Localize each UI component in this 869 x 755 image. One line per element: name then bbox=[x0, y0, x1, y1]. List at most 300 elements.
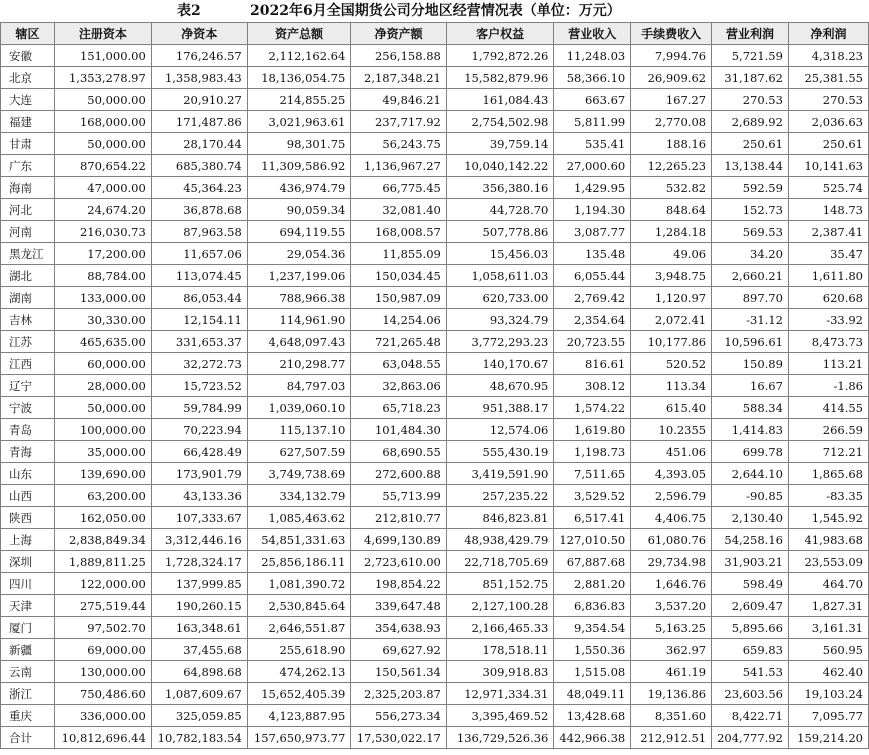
value-cell: 3,948.75 bbox=[631, 265, 712, 287]
value-cell: 1,194.30 bbox=[554, 199, 631, 221]
region-cell: 深圳 bbox=[1, 551, 55, 573]
value-cell: 212,810.77 bbox=[351, 507, 447, 529]
value-cell: 1,611.80 bbox=[788, 265, 868, 287]
value-cell: 12,154.11 bbox=[151, 309, 247, 331]
value-cell: 12,265.23 bbox=[631, 155, 712, 177]
value-cell: 2,596.79 bbox=[631, 485, 712, 507]
value-cell: 788,966.38 bbox=[247, 287, 351, 309]
value-cell: 161,084.43 bbox=[446, 89, 554, 111]
column-header: 辖区 bbox=[1, 23, 55, 45]
value-cell: 29,734.98 bbox=[631, 551, 712, 573]
value-cell: 171,487.86 bbox=[151, 111, 247, 133]
value-cell: 25,381.55 bbox=[788, 67, 868, 89]
value-cell: 2,838,849.34 bbox=[54, 529, 151, 551]
value-cell: 115,137.10 bbox=[247, 419, 351, 441]
column-header: 净利润 bbox=[788, 23, 868, 45]
value-cell: 9,354.54 bbox=[554, 617, 631, 639]
value-cell: 520.52 bbox=[631, 353, 712, 375]
value-cell: 8,422.71 bbox=[712, 705, 789, 727]
value-cell: 50,000.00 bbox=[54, 89, 151, 111]
value-cell: 63,048.55 bbox=[351, 353, 447, 375]
value-cell: 465,635.00 bbox=[54, 331, 151, 353]
region-cell: 浙江 bbox=[1, 683, 55, 705]
value-cell: 19,103.24 bbox=[788, 683, 868, 705]
column-header: 净资产额 bbox=[351, 23, 447, 45]
value-cell: 2,354.64 bbox=[554, 309, 631, 331]
value-cell: 336,000.00 bbox=[54, 705, 151, 727]
value-cell: 64,898.68 bbox=[151, 661, 247, 683]
value-cell: 2,166,465.33 bbox=[446, 617, 554, 639]
value-cell: 1,550.36 bbox=[554, 639, 631, 661]
value-cell: 88,784.00 bbox=[54, 265, 151, 287]
value-cell: 464.70 bbox=[788, 573, 868, 595]
value-cell: 362.97 bbox=[631, 639, 712, 661]
value-cell: 525.74 bbox=[788, 177, 868, 199]
value-cell: 1,353,278.97 bbox=[54, 67, 151, 89]
value-cell: 1,515.08 bbox=[554, 661, 631, 683]
value-cell: 66,428.49 bbox=[151, 441, 247, 463]
value-cell: 127,010.50 bbox=[554, 529, 631, 551]
value-cell: 2,036.63 bbox=[788, 111, 868, 133]
value-cell: 266.59 bbox=[788, 419, 868, 441]
value-cell: 870,654.22 bbox=[54, 155, 151, 177]
value-cell: 13,138.44 bbox=[712, 155, 789, 177]
value-cell: 2,754,502.98 bbox=[446, 111, 554, 133]
value-cell: 66,775.45 bbox=[351, 177, 447, 199]
value-cell: 34.20 bbox=[712, 243, 789, 265]
region-cell: 青海 bbox=[1, 441, 55, 463]
value-cell: 15,652,405.39 bbox=[247, 683, 351, 705]
value-cell: 13,428.68 bbox=[554, 705, 631, 727]
table-row bbox=[1, 683, 869, 705]
value-cell: 30,330.00 bbox=[54, 309, 151, 331]
region-cell: 青岛 bbox=[1, 419, 55, 441]
value-cell: 26,909.62 bbox=[631, 67, 712, 89]
value-cell: 58,366.10 bbox=[554, 67, 631, 89]
region-cell: 江苏 bbox=[1, 331, 55, 353]
value-cell: 14,254.06 bbox=[351, 309, 447, 331]
value-cell: 100,000.00 bbox=[54, 419, 151, 441]
value-cell: 93,324.79 bbox=[446, 309, 554, 331]
total-value-cell: 212,912.51 bbox=[631, 727, 712, 749]
value-cell: 2,769.42 bbox=[554, 287, 631, 309]
value-cell: 39,759.14 bbox=[446, 133, 554, 155]
region-cell: 大连 bbox=[1, 89, 55, 111]
value-cell: 54,258.16 bbox=[712, 529, 789, 551]
value-cell: -1.86 bbox=[788, 375, 868, 397]
value-cell: 133,000.00 bbox=[54, 287, 151, 309]
value-cell: 250.61 bbox=[788, 133, 868, 155]
value-cell: 4,699,130.89 bbox=[351, 529, 447, 551]
value-cell: 816.61 bbox=[554, 353, 631, 375]
value-cell: 334,132.79 bbox=[247, 485, 351, 507]
value-cell: 98,301.75 bbox=[247, 133, 351, 155]
region-cell: 河北 bbox=[1, 199, 55, 221]
value-cell: 356,380.16 bbox=[446, 177, 554, 199]
table-row bbox=[1, 441, 869, 463]
value-cell: 44,728.70 bbox=[446, 199, 554, 221]
value-cell: 272,600.88 bbox=[351, 463, 447, 485]
value-cell: 3,537.20 bbox=[631, 595, 712, 617]
value-cell: 3,749,738.69 bbox=[247, 463, 351, 485]
value-cell: 3,772,293.23 bbox=[446, 331, 554, 353]
value-cell: 24,674.20 bbox=[54, 199, 151, 221]
table-row bbox=[1, 111, 869, 133]
value-cell: -90.85 bbox=[712, 485, 789, 507]
total-value-cell: 157,650,973.77 bbox=[247, 727, 351, 749]
value-cell: 694,119.55 bbox=[247, 221, 351, 243]
value-cell: 1,136,967.27 bbox=[351, 155, 447, 177]
table-row bbox=[1, 573, 869, 595]
value-cell: 3,021,963.61 bbox=[247, 111, 351, 133]
column-header: 营业收入 bbox=[554, 23, 631, 45]
value-cell: 176,246.57 bbox=[151, 45, 247, 67]
total-value-cell: 159,214.20 bbox=[788, 727, 868, 749]
value-cell: 28,170.44 bbox=[151, 133, 247, 155]
value-cell: 22,718,705.69 bbox=[446, 551, 554, 573]
table-row bbox=[1, 617, 869, 639]
value-cell: 35.47 bbox=[788, 243, 868, 265]
value-cell: 339,647.48 bbox=[351, 595, 447, 617]
region-cell: 海南 bbox=[1, 177, 55, 199]
value-cell: 4,406.75 bbox=[631, 507, 712, 529]
value-cell: 150,987.09 bbox=[351, 287, 447, 309]
table-row bbox=[1, 199, 869, 221]
value-cell: 48,670.95 bbox=[446, 375, 554, 397]
value-cell: 4,123,887.95 bbox=[247, 705, 351, 727]
table-row bbox=[1, 155, 869, 177]
value-cell: 4,393.05 bbox=[631, 463, 712, 485]
table-row bbox=[1, 287, 869, 309]
value-cell: 588.34 bbox=[712, 397, 789, 419]
value-cell: 114,961.90 bbox=[247, 309, 351, 331]
value-cell: 25,856,186.11 bbox=[247, 551, 351, 573]
value-cell: 168,000.00 bbox=[54, 111, 151, 133]
value-cell: 615.40 bbox=[631, 397, 712, 419]
table-title bbox=[0, 0, 869, 22]
region-cell: 厦门 bbox=[1, 617, 55, 639]
value-cell: 10,596.61 bbox=[712, 331, 789, 353]
value-cell: 1,619.80 bbox=[554, 419, 631, 441]
value-cell: 54,851,331.63 bbox=[247, 529, 351, 551]
value-cell: 216,030.73 bbox=[54, 221, 151, 243]
value-cell: 6,055.44 bbox=[554, 265, 631, 287]
value-cell: 162,050.00 bbox=[54, 507, 151, 529]
region-cell: 安徽 bbox=[1, 45, 55, 67]
region-cell: 重庆 bbox=[1, 705, 55, 727]
value-cell: 1,889,811.25 bbox=[54, 551, 151, 573]
value-cell: 4,318.23 bbox=[788, 45, 868, 67]
value-cell: 848.64 bbox=[631, 199, 712, 221]
value-cell: 2,689.92 bbox=[712, 111, 789, 133]
value-cell: 15,582,879.96 bbox=[446, 67, 554, 89]
value-cell: 20,723.55 bbox=[554, 331, 631, 353]
value-cell: 3,161.31 bbox=[788, 617, 868, 639]
value-cell: 48,049.11 bbox=[554, 683, 631, 705]
value-cell: 37,455.68 bbox=[151, 639, 247, 661]
region-cell: 宁波 bbox=[1, 397, 55, 419]
column-header: 资产总额 bbox=[247, 23, 351, 45]
value-cell: 50,000.00 bbox=[54, 397, 151, 419]
value-cell: 1,237,199.06 bbox=[247, 265, 351, 287]
value-cell: 255,618.90 bbox=[247, 639, 351, 661]
value-cell: 35,000.00 bbox=[54, 441, 151, 463]
value-cell: 541.53 bbox=[712, 661, 789, 683]
column-header: 客户权益 bbox=[446, 23, 554, 45]
value-cell: 23,553.09 bbox=[788, 551, 868, 573]
table-row bbox=[1, 331, 869, 353]
table-row bbox=[1, 595, 869, 617]
value-cell: 3,529.52 bbox=[554, 485, 631, 507]
value-cell: 167.27 bbox=[631, 89, 712, 111]
value-cell: 86,053.44 bbox=[151, 287, 247, 309]
region-cell: 吉林 bbox=[1, 309, 55, 331]
value-cell: 721,265.48 bbox=[351, 331, 447, 353]
value-cell: 148.73 bbox=[788, 199, 868, 221]
value-cell: 474,262.13 bbox=[247, 661, 351, 683]
value-cell: 4,648,097.43 bbox=[247, 331, 351, 353]
value-cell: 27,000.60 bbox=[554, 155, 631, 177]
value-cell: 3,312,446.16 bbox=[151, 529, 247, 551]
value-cell: 659.83 bbox=[712, 639, 789, 661]
value-cell: 87,963.58 bbox=[151, 221, 247, 243]
region-cell: 河南 bbox=[1, 221, 55, 243]
value-cell: 750,486.60 bbox=[54, 683, 151, 705]
table-row bbox=[1, 133, 869, 155]
value-cell: 31,187.62 bbox=[712, 67, 789, 89]
table-row bbox=[1, 705, 869, 727]
table-row bbox=[1, 309, 869, 331]
value-cell: 2,881.20 bbox=[554, 573, 631, 595]
value-cell: 31,903.21 bbox=[712, 551, 789, 573]
value-cell: 3,087.77 bbox=[554, 221, 631, 243]
value-cell: 309,918.83 bbox=[446, 661, 554, 683]
value-cell: 135.48 bbox=[554, 243, 631, 265]
value-cell: 32,863.06 bbox=[351, 375, 447, 397]
value-cell: 10,141.63 bbox=[788, 155, 868, 177]
value-cell: 97,502.70 bbox=[54, 617, 151, 639]
value-cell: 560.95 bbox=[788, 639, 868, 661]
region-cell: 陕西 bbox=[1, 507, 55, 529]
value-cell: 69,000.00 bbox=[54, 639, 151, 661]
value-cell: 10.2355 bbox=[631, 419, 712, 441]
value-cell: 19,136.86 bbox=[631, 683, 712, 705]
table-row bbox=[1, 551, 869, 573]
value-cell: 2,112,162.64 bbox=[247, 45, 351, 67]
value-cell: 1,081,390.72 bbox=[247, 573, 351, 595]
value-cell: 7,511.65 bbox=[554, 463, 631, 485]
value-cell: 325,059.85 bbox=[151, 705, 247, 727]
value-cell: 712.21 bbox=[788, 441, 868, 463]
value-cell: 55,713.99 bbox=[351, 485, 447, 507]
value-cell: 16.67 bbox=[712, 375, 789, 397]
value-cell: 90,059.34 bbox=[247, 199, 351, 221]
table-row bbox=[1, 265, 869, 287]
table-row bbox=[1, 397, 869, 419]
value-cell: 2,660.21 bbox=[712, 265, 789, 287]
value-cell: 1,865.68 bbox=[788, 463, 868, 485]
value-cell: 2,072.41 bbox=[631, 309, 712, 331]
value-cell: 68,690.55 bbox=[351, 441, 447, 463]
value-cell: 139,690.00 bbox=[54, 463, 151, 485]
table-row bbox=[1, 221, 869, 243]
value-cell: 1,646.76 bbox=[631, 573, 712, 595]
region-cell: 山东 bbox=[1, 463, 55, 485]
table-row bbox=[1, 639, 869, 661]
region-cell: 湖北 bbox=[1, 265, 55, 287]
value-cell: 2,644.10 bbox=[712, 463, 789, 485]
region-cell: 山西 bbox=[1, 485, 55, 507]
table-title-text: 2022年6月全国期货公司分地区经营情况表（单位：万元） bbox=[250, 3, 621, 19]
value-cell: 113.21 bbox=[788, 353, 868, 375]
table-row bbox=[1, 485, 869, 507]
value-cell: 620,733.00 bbox=[446, 287, 554, 309]
value-cell: 190,260.15 bbox=[151, 595, 247, 617]
value-cell: 210,298.77 bbox=[247, 353, 351, 375]
value-cell: 113.34 bbox=[631, 375, 712, 397]
value-cell: 137,999.85 bbox=[151, 573, 247, 595]
value-cell: 897.70 bbox=[712, 287, 789, 309]
value-cell: 6,517.41 bbox=[554, 507, 631, 529]
value-cell: 8,473.73 bbox=[788, 331, 868, 353]
value-cell: 28,000.00 bbox=[54, 375, 151, 397]
value-cell: 150.89 bbox=[712, 353, 789, 375]
value-cell: -83.35 bbox=[788, 485, 868, 507]
region-cell: 上海 bbox=[1, 529, 55, 551]
table-row bbox=[1, 353, 869, 375]
value-cell: 173,901.79 bbox=[151, 463, 247, 485]
value-cell: 10,177.86 bbox=[631, 331, 712, 353]
total-value-cell: 136,729,526.36 bbox=[446, 727, 554, 749]
total-value-cell: 442,966.38 bbox=[554, 727, 631, 749]
value-cell: 569.53 bbox=[712, 221, 789, 243]
total-label-cell: 合计 bbox=[1, 727, 55, 749]
value-cell: 451.06 bbox=[631, 441, 712, 463]
value-cell: 59,784.99 bbox=[151, 397, 247, 419]
table-number-label: 表2 bbox=[177, 3, 201, 19]
value-cell: 45,364.23 bbox=[151, 177, 247, 199]
value-cell: 163,348.61 bbox=[151, 617, 247, 639]
value-cell: 32,081.40 bbox=[351, 199, 447, 221]
value-cell: 2,325,203.87 bbox=[351, 683, 447, 705]
value-cell: 188.16 bbox=[631, 133, 712, 155]
table-row bbox=[1, 661, 869, 683]
region-cell: 广东 bbox=[1, 155, 55, 177]
value-cell: 12,574.06 bbox=[446, 419, 554, 441]
value-cell: 6,836.83 bbox=[554, 595, 631, 617]
region-cell: 新疆 bbox=[1, 639, 55, 661]
value-cell: 1,429.95 bbox=[554, 177, 631, 199]
value-cell: 3,419,591.90 bbox=[446, 463, 554, 485]
futures-company-region-table bbox=[0, 22, 869, 749]
value-cell: 436,974.79 bbox=[247, 177, 351, 199]
value-cell: 462.40 bbox=[788, 661, 868, 683]
value-cell: 56,243.75 bbox=[351, 133, 447, 155]
value-cell: 414.55 bbox=[788, 397, 868, 419]
value-cell: 20,910.27 bbox=[151, 89, 247, 111]
value-cell: 2,770.08 bbox=[631, 111, 712, 133]
value-cell: 150,561.34 bbox=[351, 661, 447, 683]
table-row bbox=[1, 463, 869, 485]
value-cell: 663.67 bbox=[554, 89, 631, 111]
value-cell: 846,823.81 bbox=[446, 507, 554, 529]
value-cell: 5,163.25 bbox=[631, 617, 712, 639]
value-cell: 535.41 bbox=[554, 133, 631, 155]
value-cell: 555,430.19 bbox=[446, 441, 554, 463]
value-cell: 70,223.94 bbox=[151, 419, 247, 441]
value-cell: 2,609.47 bbox=[712, 595, 789, 617]
value-cell: 11,657.06 bbox=[151, 243, 247, 265]
value-cell: 1,058,611.03 bbox=[446, 265, 554, 287]
value-cell: 198,854.22 bbox=[351, 573, 447, 595]
value-cell: 270.53 bbox=[788, 89, 868, 111]
value-cell: 69,627.92 bbox=[351, 639, 447, 661]
value-cell: 1,827.31 bbox=[788, 595, 868, 617]
value-cell: 15,723.52 bbox=[151, 375, 247, 397]
region-cell: 北京 bbox=[1, 67, 55, 89]
column-header: 营业利润 bbox=[712, 23, 789, 45]
value-cell: 685,380.74 bbox=[151, 155, 247, 177]
value-cell: 18,136,054.75 bbox=[247, 67, 351, 89]
value-cell: 32,272.73 bbox=[151, 353, 247, 375]
value-cell: 49.06 bbox=[631, 243, 712, 265]
value-cell: 130,000.00 bbox=[54, 661, 151, 683]
value-cell: 151,000.00 bbox=[54, 45, 151, 67]
value-cell: 12,971,334.31 bbox=[446, 683, 554, 705]
region-cell: 黑龙江 bbox=[1, 243, 55, 265]
value-cell: 7,994.76 bbox=[631, 45, 712, 67]
value-cell: -33.92 bbox=[788, 309, 868, 331]
value-cell: 1,284.18 bbox=[631, 221, 712, 243]
column-header: 注册资本 bbox=[54, 23, 151, 45]
value-cell: 1,198.73 bbox=[554, 441, 631, 463]
value-cell: 1,087,609.67 bbox=[151, 683, 247, 705]
value-cell: 275,519.44 bbox=[54, 595, 151, 617]
value-cell: 2,646,551.87 bbox=[247, 617, 351, 639]
value-cell: 84,797.03 bbox=[247, 375, 351, 397]
value-cell: 113,074.45 bbox=[151, 265, 247, 287]
table-row bbox=[1, 529, 869, 551]
value-cell: 47,000.00 bbox=[54, 177, 151, 199]
value-cell: 1,085,463.62 bbox=[247, 507, 351, 529]
value-cell: 43,133.36 bbox=[151, 485, 247, 507]
value-cell: 49,846.21 bbox=[351, 89, 447, 111]
value-cell: 1,574.22 bbox=[554, 397, 631, 419]
region-cell: 四川 bbox=[1, 573, 55, 595]
table-row bbox=[1, 89, 869, 111]
region-cell: 云南 bbox=[1, 661, 55, 683]
total-value-cell: 204,777.92 bbox=[712, 727, 789, 749]
value-cell: 5,721.59 bbox=[712, 45, 789, 67]
value-cell: 627,507.59 bbox=[247, 441, 351, 463]
value-cell: 63,200.00 bbox=[54, 485, 151, 507]
value-cell: 152.73 bbox=[712, 199, 789, 221]
region-cell: 湖南 bbox=[1, 287, 55, 309]
value-cell: 60,000.00 bbox=[54, 353, 151, 375]
column-header: 手续费收入 bbox=[631, 23, 712, 45]
value-cell: 11,855.09 bbox=[351, 243, 447, 265]
value-cell: 270.53 bbox=[712, 89, 789, 111]
total-value-cell: 17,530,022.17 bbox=[351, 727, 447, 749]
value-cell: 354,638.93 bbox=[351, 617, 447, 639]
value-cell: 2,387.41 bbox=[788, 221, 868, 243]
region-cell: 甘肃 bbox=[1, 133, 55, 155]
value-cell: 1,039,060.10 bbox=[247, 397, 351, 419]
value-cell: 2,130.40 bbox=[712, 507, 789, 529]
value-cell: 17,200.00 bbox=[54, 243, 151, 265]
value-cell: 237,717.92 bbox=[351, 111, 447, 133]
table-row bbox=[1, 243, 869, 265]
